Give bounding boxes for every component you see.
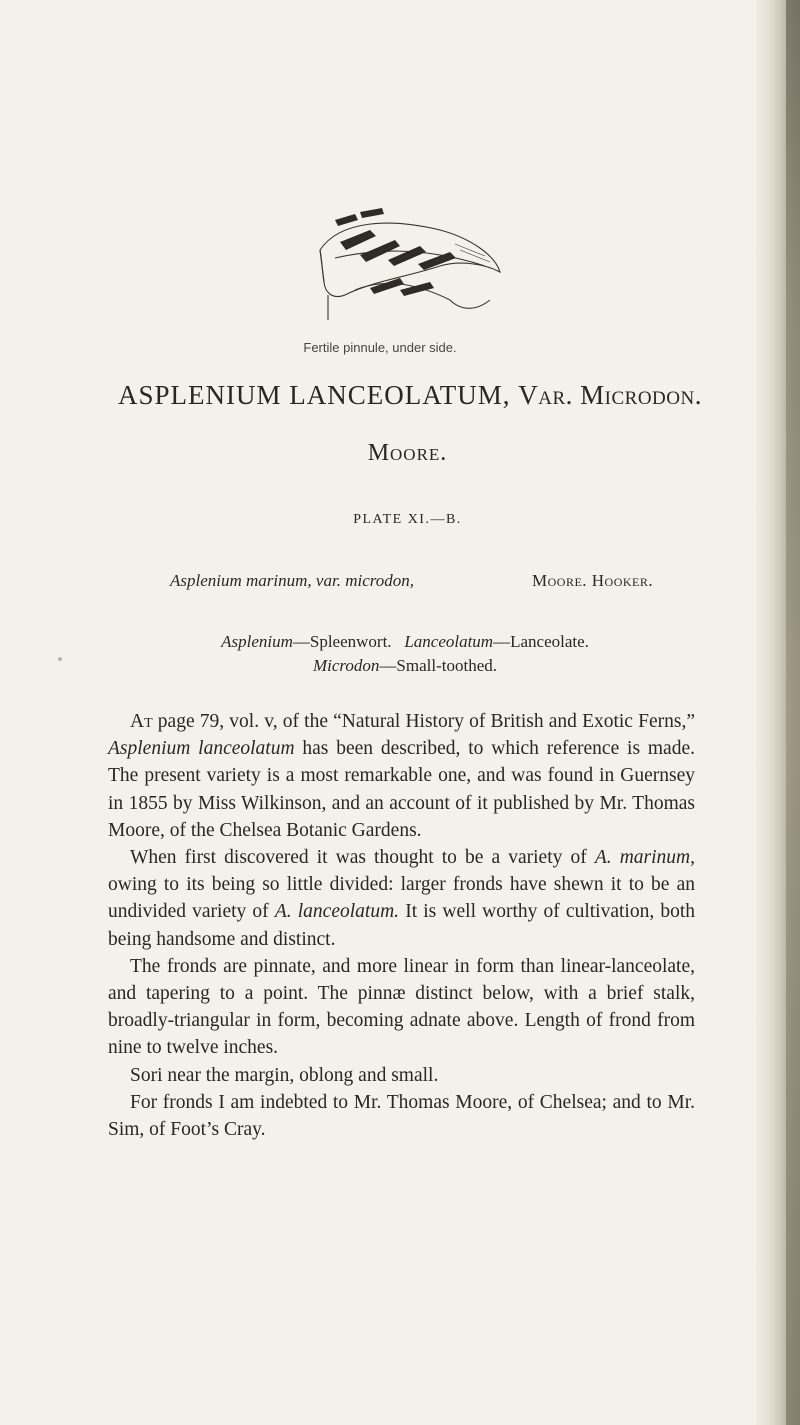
etymology-meaning: —Lanceolate. [493, 632, 589, 651]
page-title [0, 380, 800, 411]
italic-term: A. lanceolatum. [274, 901, 400, 923]
paragraph-text: page 79, vol. v, of the “Natural History of British and Exotic Ferns,” [152, 711, 695, 732]
plate-number: PLATE XI.—B. [353, 512, 462, 527]
paragraph-text: It is well worthy of cultivation, both being handsome and distinct. [108, 901, 696, 950]
author-name: Moore. [367, 440, 448, 466]
body-text [108, 708, 695, 1143]
paragraph-text: For fronds I am indebted to Mr. Thomas Moore, of Chelsea; and to Mr. Sim, of Foot’s Cray. [108, 1091, 695, 1141]
synonym-authorities: Moore. Hooker. [532, 571, 654, 590]
etymology-meaning: —Small-toothed. [379, 656, 497, 675]
paragraph-text: Sori near the margin, oblong and small. [130, 1064, 439, 1086]
etymology-term: Asplenium [221, 632, 293, 651]
paragraph-text: owing to its being so little divided: larger fronds have shewn it to be an undivided variety of [108, 874, 695, 923]
lead-word: At [130, 711, 153, 732]
body-paragraph [108, 708, 695, 844]
page-edge-binding [786, 0, 800, 1425]
etymology-meaning: —Spleenwort. [292, 632, 392, 651]
body-paragraph [108, 1062, 695, 1089]
body-paragraph [108, 844, 695, 953]
fertile-pinnule-illustration [300, 200, 510, 330]
body-paragraph [108, 1089, 695, 1143]
variety-name: Var. Microdon. [518, 380, 702, 410]
etymology-term: Lanceolatum [404, 632, 494, 651]
paragraph-text: The fronds are pinnate, and more linear in form than linear-lanceolate, and tapering to a point. The pinnæ distinct below, with a brief stalk, broadly-triangular in form, becoming adnate above. Length of frond from nine to twelve inches. [108, 955, 695, 1059]
paragraph-text: When first discovered it was thought to be a variety of [130, 847, 595, 869]
body-paragraph [108, 953, 695, 1062]
italic-term: Asplenium lanceolatum [108, 738, 295, 760]
etymology-line-2 [0, 656, 800, 676]
etymology-term: Microdon [313, 656, 380, 675]
illustration-caption: Fertile pinnule, under side. [303, 340, 457, 355]
page-speck [58, 657, 62, 661]
etymology-line-1 [0, 632, 800, 652]
species-name: ASPLENIUM LANCEOLATUM, [118, 380, 511, 410]
synonym-name: Asplenium marinum, var. microdon, [170, 571, 414, 590]
italic-term: A. marinum, [594, 847, 695, 869]
paragraph-text: has been described, to which reference is made. The present variety is a most remarkable one, and was found in Guernsey in 1855 by Miss Wilkinson, and an account of it published by Mr. Thomas Moore, of the Chelsea Botanic Gardens. [108, 738, 695, 841]
